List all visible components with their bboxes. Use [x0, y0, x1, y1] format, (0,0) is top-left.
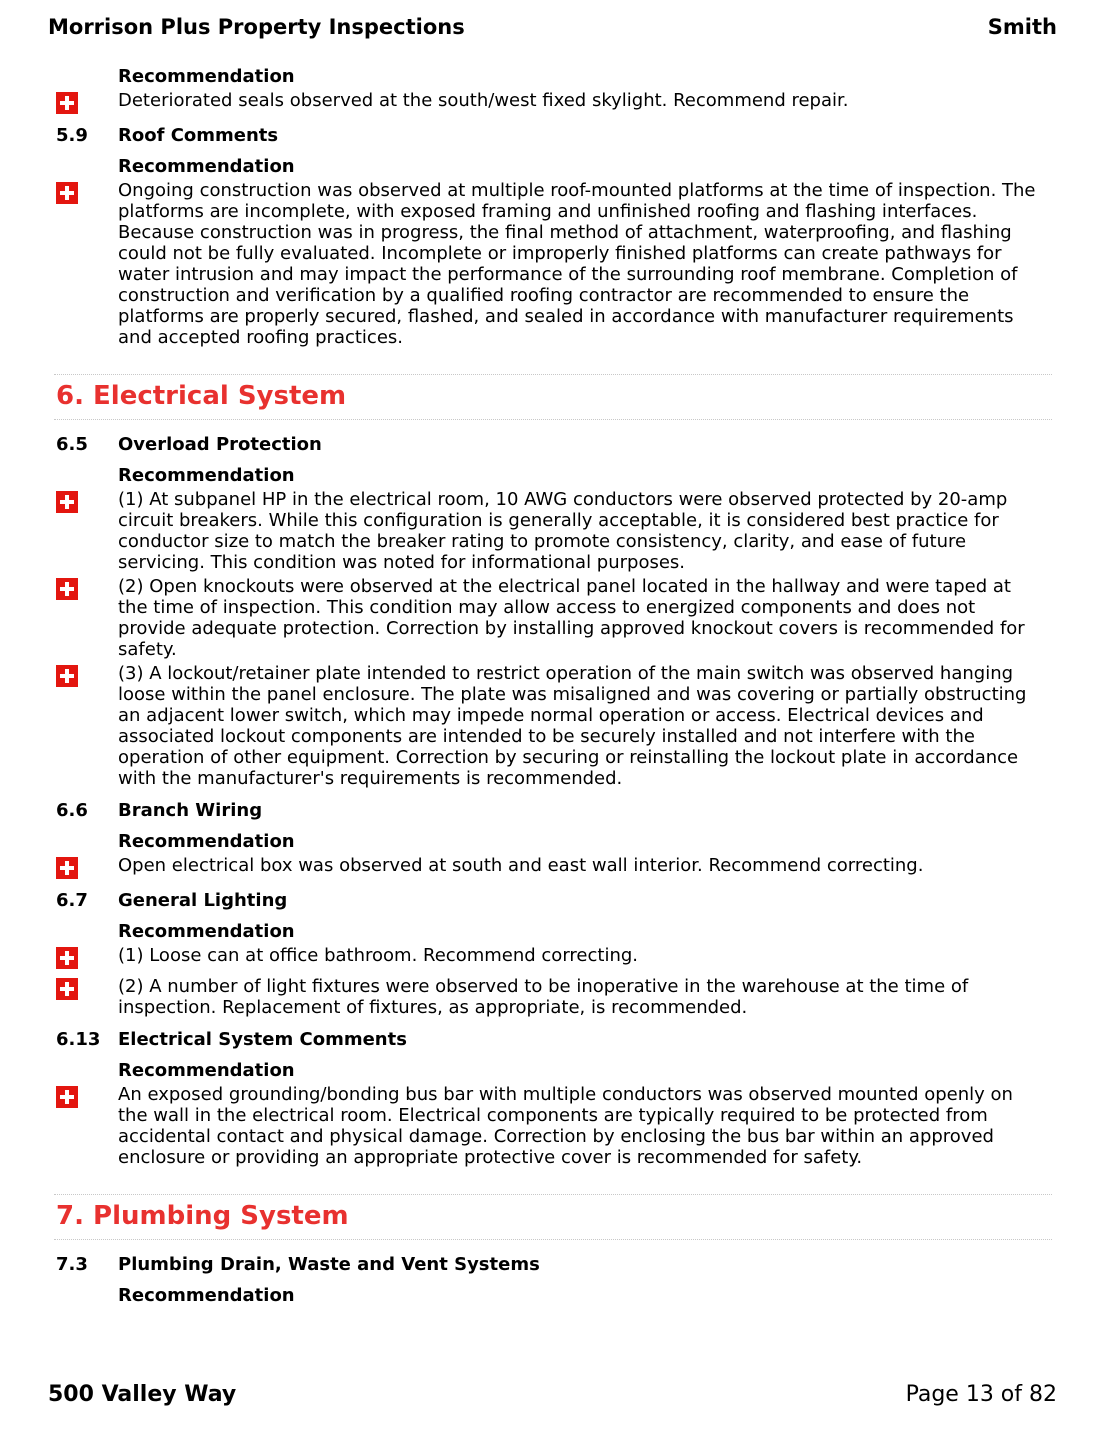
- recommendation-label: Recommendation: [118, 465, 295, 486]
- recommendation-label: Recommendation: [118, 921, 295, 942]
- recommendation-cross-icon: [56, 1086, 78, 1108]
- recommendation-label: Recommendation: [118, 1285, 295, 1306]
- item-7-3: [56, 1254, 1052, 1306]
- item-number: 7.3: [56, 1254, 88, 1275]
- item-heading: [56, 125, 1052, 146]
- recommendation-text: (1) At subpanel HP in the electrical room, 10 AWG conductors were observed protected by 20-amp circuit breakers. While this configuration is generally acceptable, it is considered best practice for conductor size to match the breaker rating to promote consistency, clarity, and ease of future servicing. This condition was noted for informational purposes.: [118, 489, 1008, 573]
- recommendation-text: (2) A number of light fixtures were observed to be inoperative in the warehouse at the time of inspection. Replacement of fixtures, as appropriate, is recommended.: [118, 976, 969, 1018]
- recommendation-label: Recommendation: [118, 156, 295, 177]
- item-6-5: [56, 434, 1052, 789]
- recommendation-cross-icon: [56, 578, 78, 600]
- item-heading: [56, 1254, 1052, 1275]
- item-5-8-continued: [56, 66, 1052, 114]
- company-name: Morrison Plus Property Inspections: [48, 15, 465, 39]
- section-heading-electrical: [54, 374, 1052, 420]
- item-number: 6.5: [56, 434, 88, 455]
- item-title: Electrical System Comments: [118, 1029, 407, 1050]
- section-title: 6. Electrical System: [56, 381, 347, 411]
- item-number: 5.9: [56, 125, 88, 146]
- item-number: 6.7: [56, 890, 88, 911]
- item-6-6: [56, 800, 1052, 879]
- recommendation-entry: [56, 855, 1052, 879]
- recommendation-cross-icon: [56, 947, 78, 969]
- recommendation-entry: [56, 90, 1052, 114]
- recommendation-entry: [56, 180, 1052, 348]
- page-header: [48, 12, 1057, 42]
- property-address: 500 Valley Way: [48, 1381, 237, 1407]
- report-content: [56, 66, 1052, 1317]
- recommendation-text: (2) Open knockouts were observed at the electrical panel located in the hallway and were taped at the time of inspection. This condition may allow access to energized components and does not provide adequate protection. Correction by installing approved knockout covers is recommended for safety.: [118, 576, 1025, 660]
- recommendation-text: Deteriorated seals observed at the south/west fixed skylight. Recommend repair.: [118, 90, 849, 111]
- recommendation-cross-icon: [56, 92, 78, 114]
- item-6-7: [56, 890, 1052, 1018]
- recommendation-cross-icon: [56, 857, 78, 879]
- recommendation-text: Ongoing construction was observed at multiple roof-mounted platforms at the time of inspection. The platforms are incomplete, with exposed framing and unfinished roofing and flashing interfaces. Because construction was in progress, the final method of attachment, waterproofing, and flashing could not be fully evaluated. Incomplete or improperly finished platforms can create pathways for water intrusion and may impact the performance of the surrounding roof membrane. Completion of construction and verification by a qualified roofing contractor are recommended to ensure the platforms are properly secured, flashed, and sealed in accordance with manufacturer requirements and accepted roofing practices.: [118, 180, 1036, 348]
- recommendation-entry: [56, 489, 1052, 573]
- recommendation-text: Open electrical box was observed at south and east wall interior. Recommend correcting.: [118, 855, 924, 876]
- section-heading-plumbing: [54, 1194, 1052, 1240]
- item-number: 6.6: [56, 800, 88, 821]
- item-5-9: [56, 125, 1052, 348]
- item-title: Plumbing Drain, Waste and Vent Systems: [118, 1254, 540, 1275]
- item-6-13: [56, 1029, 1052, 1168]
- recommendation-cross-icon: [56, 978, 78, 1000]
- recommendation-entry: [56, 976, 1052, 1018]
- recommendation-cross-icon: [56, 665, 78, 687]
- recommendation-text: (1) Loose can at office bathroom. Recommend correcting.: [118, 945, 638, 966]
- item-heading: [56, 890, 1052, 911]
- recommendation-label: Recommendation: [118, 66, 295, 87]
- recommendation-entry: [56, 663, 1052, 789]
- recommendation-entry: [56, 576, 1052, 660]
- page-footer: [48, 1378, 1057, 1410]
- recommendation-label: Recommendation: [118, 831, 295, 852]
- recommendation-text: An exposed grounding/bonding bus bar with multiple conductors was observed mounted openly on the wall in the electrical room. Electrical components are typically required to be protected from accidental contact and physical damage. Correction by enclosing the bus bar within an approved enclosure or providing an appropriate protective cover is recommended for safety.: [118, 1084, 1013, 1168]
- item-heading: [56, 434, 1052, 455]
- page-number: Page 13 of 82: [905, 1381, 1057, 1407]
- item-number: 6.13: [56, 1029, 101, 1050]
- recommendation-label: Recommendation: [118, 1060, 295, 1081]
- client-name: Smith: [987, 15, 1057, 39]
- recommendation-text: (3) A lockout/retainer plate intended to restrict operation of the main switch was observed hanging loose within the panel enclosure. The plate was misaligned and was covering or partially obstructing an adjacent lower switch, which may impede normal operation or access. Electrical devices and associated lockout components are intended to be securely installed and not interfere with the operation of other equipment. Correction by securing or reinstalling the lockout plate in accordance with the manufacturer's requirements is recommended.: [118, 663, 1027, 789]
- recommendation-cross-icon: [56, 491, 78, 513]
- item-title: General Lighting: [118, 890, 288, 911]
- item-title: Branch Wiring: [118, 800, 263, 821]
- item-heading: [56, 1029, 1052, 1050]
- item-heading: [56, 800, 1052, 821]
- recommendation-cross-icon: [56, 182, 78, 204]
- item-title: Overload Protection: [118, 434, 322, 455]
- section-title: 7. Plumbing System: [56, 1201, 349, 1231]
- item-title: Roof Comments: [118, 125, 279, 146]
- recommendation-entry: [56, 945, 1052, 969]
- recommendation-entry: [56, 1084, 1052, 1168]
